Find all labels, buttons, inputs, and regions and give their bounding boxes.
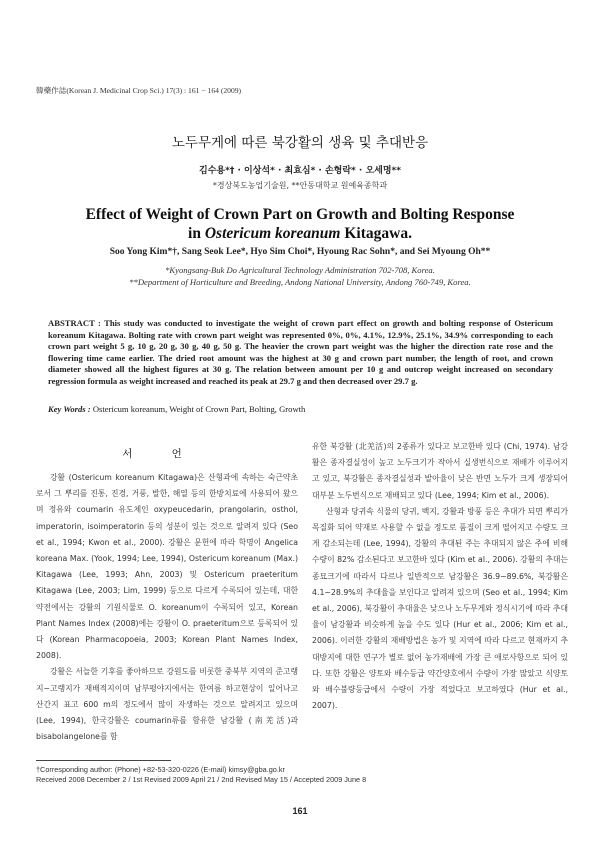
journal-citation: 韓藥作誌(Korean J. Medicinal Crop Sci.) 17(3) : 161 − 164 (2009)	[36, 86, 242, 95]
affiliation-2: **Department of Horticulture and Breeding, Andong National University, Andong 760-749, Korea.	[129, 277, 471, 287]
received-dates-note: Received 2008 December 2 / 1st Revised 2009 April 21 / 2nd Revised May 15 / Accepted 2009 June 8	[36, 774, 367, 784]
footnote-divider	[36, 760, 171, 761]
paragraph: 산형과 당귀속 식물의 당귀, 백지, 강활과 방풍 등은 추대가 되면 뿌리가 목질화 되어 약재로 사용할 수 없을 정도로 품질이 크게 떨어지고 수량도 크게 감소되는데 (Lee, 1994), 강활의 추대된 주는 추대되지 않은 주에 비해 수량이 82% 감소된다고 보고한바 있다 (Kim et al., 2006). 강활의 추대는 종묘크기에 따라서 다르나 일반적으로 남강활은 36.9∼89.6%, 북강활은 4.1∼28.9%의 추대율을 보인다고 알려져 있으며 (Seo et al., 1994; Kim et al., 2006), 북강활이 추대율은 낮으나 노두무게와 정식시기에 따라 추대율이 남강활과 비슷하게 높을 수도 있다 (Hur et al., 2006; Kim et al., 2006). 이러한 강활의 재배방법은 농가 및 지역에 따라 다르고 현재까지 추대방지에 대한 연구가 별로 없어 농가재배에 가장 큰 애로사항으로 되어 있다. 또한 강활은 양토와 배수등급 약간양호에서 수량이 가장 많았고 식양토와 배수불량등급에서 수량이 가장 적었다고 보고하였다 (Hur et al., 2007).	[312, 506, 568, 711]
english-authors: Soo Yong Kim*†, Sang Seok Lee*, Hyo Sim Choi*, Hyoung Rac Sohn*, and Sei Myoung Oh**	[109, 247, 491, 257]
keywords-text: Ostericum koreanum, Weight of Crown Part, Bolting, Growth	[92, 404, 306, 414]
body-column-left	[36, 470, 298, 745]
english-title-line-2	[0, 224, 600, 243]
page-number: 161	[292, 806, 308, 816]
species-name: Ostericum koreanum	[204, 225, 341, 242]
paragraph: 유한 북강활 (北羌活)의 2종류가 있다고 보고한바 있다 (Chi, 1974). 남강활은 종자결실성이 높고 노두크기가 작아서 실생번식으로 재배가 이루어지고 있고, 북강활은 종자결실성과 발아율이 낮은 반면 노두가 크게 생장되어 대부분 노두번식으로 재배되고 있다 (Lee, 1994; Kim et al., 2006).	[312, 442, 568, 500]
section-heading-introduction: 서 언	[122, 448, 200, 460]
abstract: ABSTRACT : This study was conducted to investigate the weight of crown part effect on growth and bolting response of Ostericum koreanum Kitagawa. Bolting rate with crown part weight was represented 0%, 0%, 4.1%, 12.9%, 25.1%, 34.9% corresponding to each crown part weight 5 g, 10 g, 20 g, 30 g, 40 g, 50 g. The heavier the crown part weight was the higher the direction rate rose and the flowering time came earlier. The dried root amount was the highest at 30 g and crown part number, the length of root, and crown diameter showed all the highest figures at 30 g. The relation between amount per 10 g and outcrop weight increased on secondary regression formula as weight increased and reached its peak at 29.7 g and then decreased over 29.7 g.	[48, 318, 553, 386]
title-prefix: in	[188, 225, 205, 242]
body-column-right	[312, 439, 568, 714]
title-suffix: Kitagawa.	[340, 225, 412, 242]
english-title-line-1: Effect of Weight of Crown Part on Growth and Bolting Response	[85, 206, 515, 223]
korean-affiliations: *경상북도농업기술원, **안동대학교 원예육종학과	[212, 181, 388, 190]
english-title	[0, 205, 600, 243]
footnotes	[36, 765, 366, 784]
keywords-label: Key Words :	[48, 404, 91, 414]
korean-authors: 김수용*† · 이상석* · 최효심* · 손형락* · 오세명**	[199, 166, 401, 176]
korean-title: 노두무게에 따른 북강활의 생육 및 추대반응	[171, 135, 429, 151]
paragraph: 강활은 서늘한 기후를 좋아하므로 강원도를 비롯한 중북부 지역의 준고랭지∼고랭지가 재배적지이며 남부평야지에서는 한여름 하고현상이 일어나고 산간지 표고 600 m의 정도에서 많이 자생하는 것으로 알려지고 있으며 (Lee, 1994), 한국강활은 coumarin류를 함유한 남강활 (南羌活)과 bisabolangelone를 함	[36, 667, 298, 742]
affiliation-1: *Kyongsang-Buk Do Agricultural Technology Administration 702-708, Korea.	[165, 265, 435, 275]
corresponding-author-note: †Corresponding author: (Phone) +82-53-320-0226 (E-mail) kimsy@gba.go.kr	[36, 765, 285, 774]
paragraph: 강활 (Ostericum koreanum Kitagawa)은 산형과에 속하는 숙근약초로서 그 뿌리를 진통, 진경, 거풍, 발한, 해열 등의 한방치료에 사용되어 왔으며 정유와 coumarin 유도체인 oxypeucedarin, prangolarin, osthol, imperatorin, isoimperatorin 등의 성분이 있는 것으로 알려져 있다 (Seo et al., 1994; Kwon et al., 2000). 강활은 문헌에 따라 학명이 Angelica koreana Max. (Yook, 1994; Lee, 1994), Ostericum koreanum (Max.) Kitagawa (Lee, 1993; Ahn, 2003) 및 Ostericum praeteritum Kitagawa (Lee, 2003; Lim, 1999) 등으로 다르게 수록되어 있는데, 대한약전에서는 강활의 기원식물로 O. koreanum이 수록되어 있고, Korean Plant Names Index (2008)에는 강활이 O. praeteritum으로 등록되어 있다 (Korean Pharmacopoeia, 2003; Korean Plant Names Index, 2008).	[36, 473, 298, 661]
keywords	[48, 404, 553, 414]
english-affiliations	[0, 264, 600, 288]
